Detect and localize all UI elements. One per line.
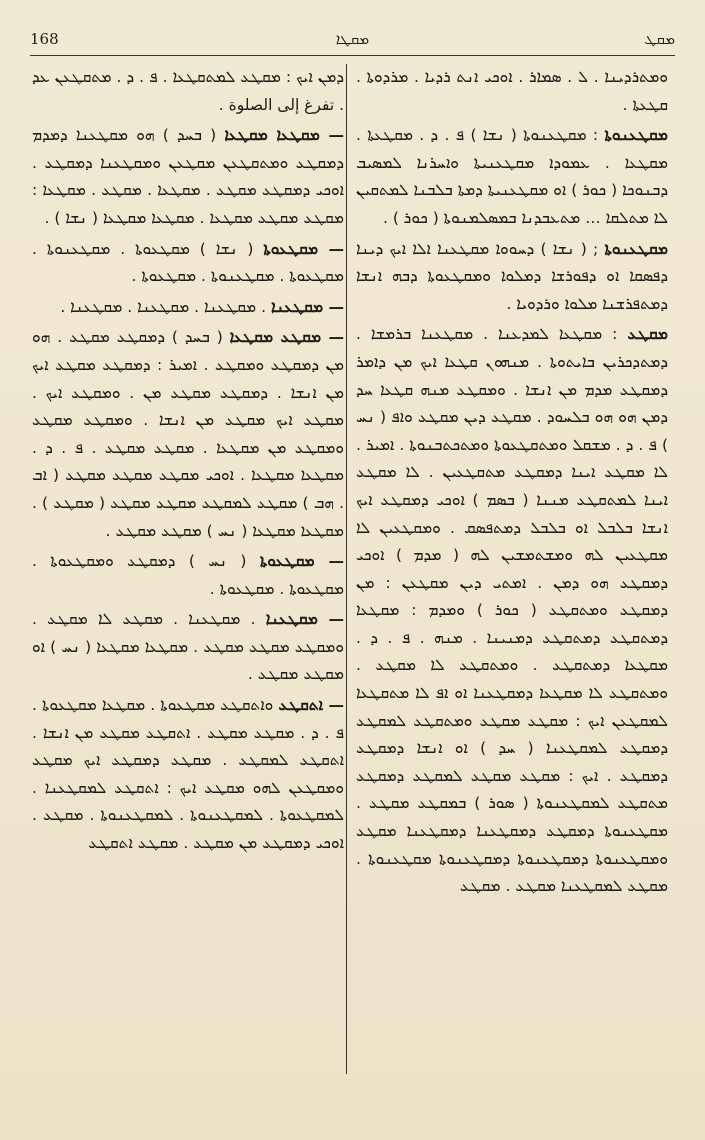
- entry: — ܡܩܛܥ ܡܩܛܥܐ ( ܒܚܕ ) ܕܡܩܛܥ ܡܩܛܥ . ܗܘ ܡܢ ܕܡܩܛܥ ܘܡܩܛܥ . ܐܡܝܪ : ܕܡܩܛܥ ܡܩܛܥ ܐܝܟ ܡܢ ܐܢܫܐ . ܕܡܩܛܥ ܡܩܛܥ ܡܢ . ܘܡܩܛܥ ܐܝܟ . ܡܩܛܥ ܐܝܟ ܡܩܛܥ ܡܢ ܐܢܫܐ . ܘܡܩܛܥ ܡܩܛܥ ܘܡܩܛܥ ܡܢ ܡܩܛܥܐ . ܡܩܛܥ ܡܩܛܥ . ܦ . ܕ . ܡܩܛܥܐ ܡܩܛܥܐ . ܐܘܟܝ ܡܩܛܥ ܡܩܛܥ ܡܩܛܥ ( ܐܒ . ܗܒ ) ܡܩܛܥ ܠܡܩܛܥ ܡܩܛܥ ܡܩܛܥ ( ܡܩܛܥ ) . ܡܩܛܥܐ ܡܩܛܥܐ ( ܢܚ ) ܡܩܛܥ ܡܩܛܥ .: [32, 328, 344, 540]
- entry: ܡܩܛܥܢܘܬܐ ; ( ܢܫܐ ) ܕܚܘܘܐ ܡܩܛܥܢܐ ܐܠܐ ܐܝܟ ܕܝܢܐ ܕܦܣܩܐ ܐܘ ܕܦܘܪܫܐ ܕܡܠܘܐ ܘܡܩܛܥܘܬܐ ܕܒܗ ܐܢܫܐ ܕܡܬܦܪܫܢܐ ܡܠܘܐ ܘܪܕܘܝܐ .: [356, 239, 668, 313]
- entry: — ܡܩܛܥܢܐ . ܡܩܛܥܢܐ . ܡܩܛܥܢܐ . ܡܩܛܥܢܐ .: [60, 297, 344, 316]
- right-column: [356, 64, 668, 1094]
- entry: — ܐܬܩܛܥ ܘܐܬܩܛܥ ܡܩܛܥܘܬܐ . ܡܩܛܥܐ ܡܩܛܥܘܬܐ . ܦ . ܕ . ܡܩܛܥ ܡܩܛܥ . ܐܬܩܛܥ ܡܩܛܥ ܡܢ ܐܢܫܐ . ܐܬܩܛܥ ܠܡܩܛܥ . ܡܩܛܥ ܕܡܩܛܥ ܐܝܟ ܡܩܛܥ ܘܡܩܛܥܢ ܠܗܘ ܡܩܛܥ ܐܝܟ : ܐܬܩܛܥ ܠܡܩܛܥܢܐ . ܠܡܩܛܥܘܬܐ . ܠܡܩܛܥܢܘܬܐ . ܠܡܩܛܥܢܘܬܐ . ܡܩܛܥ . ܐܘܟܝ ܕܡܩܛܥ ܡܢ ܡܩܛܥ . ܡܩܛܥ ܐܬܩܛܥ: [32, 696, 344, 853]
- page-number: 168: [30, 30, 59, 48]
- entry: ܡܩܛܥܢܘܬܐ : ܡܩܛܥܢܘܬܐ ( ܢܫܐ ) ܦ . ܕ . ܡܩܛܥܬܐ . ܡܩܛܥܐ . ܥܡܘܕܐ ܡܩܛܥܢܝܬܐ ܘܐܚܪܢܐ ܠܡܣܝܒ ܕܒܢܘܟܐ ( ܟܘܪ ) ܐܘ ܡܩܛܥܢܝܬܐ ܕܡܬܐ ܒܠܒܢܐ ܠܡܬܩܝܢ ܠܐ ܡܬܠܩܐ … ܡܬܥܒܕܢܐ ܒܡܣܠܡܢܘܬܐ ( ܟܘܪ ) .: [356, 126, 668, 227]
- header-rule: [30, 55, 675, 56]
- left-column: [32, 64, 344, 1094]
- entry: ܘܡܬܪܕܝܢܐ . ܠ . ܣܡܐܪ . ܐܘܟܝ ܐܢܬ ܪܕܝܐ . ܡܪܕܘܬܐ . ܩܛܥܬܐ .: [356, 68, 668, 114]
- entry: — ܡܩܛܥܢܐ . ܡܩܛܥܢܐ . ܡܩܛܥ ܠܐ ܡܩܛܥ . ܘܡܩܛܥ ܡܩܛܥ ܡܩܛܥ . ܡܩܛܥܐ ܡܩܛܥܐ ( ܢܚ ) ܐܘ ܡܩܛܥ ܡܩܛܥ .: [32, 610, 344, 684]
- entry: ܕܡܢ ܐܝܟ : ܡܩܛܥ ܠܡܬܩܛܥܐ . ܦ . ܕ . ܡܬܩܛܥܢ ܥܕ . تفرغ إلى الصلوة .: [32, 68, 344, 114]
- running-head-center: ܡܩܛܐ: [335, 30, 370, 48]
- page-header: [30, 30, 675, 56]
- entry: — ܡܩܛܥܘܬܐ ( ܢܚ ) ܕܡܩܛܥ ܘܡܩܛܥܘܬܐ . ܡܩܛܥܘܬܐ . ܡܩܛܥܘܬܐ .: [32, 552, 344, 598]
- entry: — ܡܩܛܥܐ ܡܩܛܥܐ ( ܒܚܕ ) ܗܘ ܡܩܛܥܢܐ ܕܡܕܡ ܕܡܩܛܥ ܘܡܬܩܛܥܢ ܡܩܛܥܢ ܘܡܩܛܥܢܐ ܕܡܩܛܥ . ܐܘܟܝ ܕܡܩܛܥ ܡܩܛܥ . ܡܩܛܥܐ . ܡܩܛܥ . ܡܩܛܥܐ : ܡܩܛܥ ܡܩܛܥ ܡܩܛܥܐ . ܡܩܛܥܐ ܡܩܛܥܐ ( ܢܫܐ ) .: [32, 126, 344, 227]
- column-divider: [346, 64, 347, 1074]
- entry: ܡܩܛܥ : ܡܩܛܥܐ ܠܡܕܥܢܐ . ܡܩܛܥܢܐ ܒܪܡܫܐ . ܕܡܬܕܟܪܝܢ ܒܐܝܬܘܬܐ . ܡܢܗܘܢ ܩܛܥܐ ܐܝܟ ܡܢ ܕܐܡܪ ܕܡܩܛܥ ܡܕܡ ܡܢ ܐܢܫܐ . ܘܡܩܛܥ ܡܢܗ ܩܛܥܐ ܚܕ ܕܡܢ ܗܘ ܗܘ ܒܠܚܘܕ . ܡܩܛܥ ܕܝܢ ܡܩܛܥ ܘܐܦ ( ܢܚ ) ܦ . ܕ . ܡܫܩܠ ܘܡܬܩܛܥܘܬܐ ܘܡܬܟܬܒܢܘܬܐ . ܐܡܝܪ . ܠܐ ܡܩܛܥ ܐܝܢܐ ܕܡܩܛܥ ܡܬܩܛܥܝܢ . ܠܐ ܡܩܛܥ ܐܝܢܐ ܠܡܬܩܛܥ ܡܢܢܐ ( ܒܣܡ ) ܐܘܟܝ ܕܡܩܛܥ ܐܝܟ ܐܢܫܐ ܒܠܒܠ ܐܘ ܒܠܒܠ ܕܡܬܦܣܩ . ܘܡܩܛܥܝܢ ܠܐ ܡܩܛܥܝܢ ܠܗ ܘܡܫܬܡܫܝܢ ܠܗ ( ܡܕܡ ) ܐܘܟܝ ܕܡܩܛܥ ܗܘ ܕܡܢ . ܐܡܬܝ ܕܝܢ ܡܩܛܥܢ : ܡܢ ܕܡܩܛܥ ܘܡܬܩܛܥ ( ܟܘܪ ) ܘܡܕܡ : ܡܩܛܥܐ ܕܡܬܩܛܥ ܕܡܬܩܛܥ ܕܡܢܝܢܐ . ܡܢܗ . ܦ . ܕ . ܡܩܛܥܐ ܕܡܬܩܛܥ . ܘܡܬܩܛܥ ܠܐ ܡܩܛܥ . ܘܡܬܩܛܥ ܠܐ ܡܩܛܥܐ ܕܡܩܛܥܢܐ ܐܘ ܐܦ ܠܐ ܡܬܩܛܥܐ ܠܡܩܛܥܢ ܐܝܟ : ܡܩܛܥ ܡܩܛܥ ܘܡܬܩܛܥ ܠܡܩܛܥ ܕܡܩܛܥ ܠܡܩܛܥܢܐ ( ܚܕ ) ܐܘ ܐܢܫܐ ܕܡܩܛܥ ܕܡܩܛܥ . ܐܝܟ : ܡܩܛܥ ܡܩܛܥ ܠܡܩܛܥ ܕܡܩܛܥ ܡܬܩܛܥ ܠܡܩܛܥܢܘܬܐ ( ܣܘܪ ) ܒܡܩܛܥ ܡܩܛܥ . ܡܩܛܥܢܘܬܐ ܕܡܩܛܥ ܕܡܩܛܥܢܐ ܕܡܩܛܥܢܐ ܡܩܛܥ ܘܡܩܛܥܢܘܬܐ ܕܡܩܛܥܢܘܬܐ ܕܡܩܛܥܢܘܬܐ ܡܩܛܥܢܘܬܐ . ܡܩܛܥ ܠܡܩܛܥܢܐ ܡܩܛܥ . ܡܩܛܥ: [356, 325, 668, 896]
- entry: — ܡܩܛܥܘܬܐ ( ܢܫܐ ) ܡܩܛܥܘܬܐ . ܡܩܛܥܢܘܬܐ . ܡܩܛܥܘܬܐ . ܡܩܛܥܢܘܬܐ . ܡܩܛܥܘܬܐ .: [32, 239, 344, 286]
- running-head-right: ܡܩܛ: [644, 30, 675, 48]
